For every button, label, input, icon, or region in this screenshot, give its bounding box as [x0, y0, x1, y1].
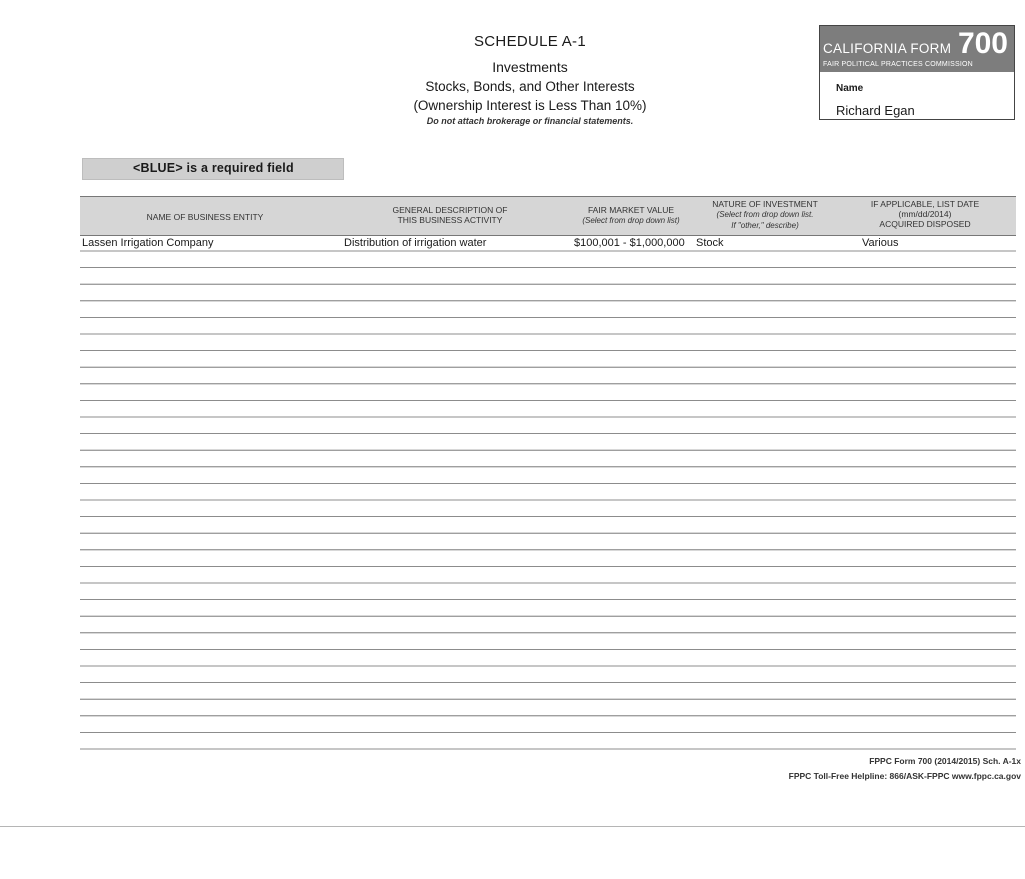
section-subtitle: Stocks, Bonds, and Other Interests — [425, 79, 635, 94]
col-header-date-line1: IF APPLICABLE, LIST DATE — [870, 199, 980, 209]
title-block — [380, 33, 680, 126]
col-header-fmv-line1: FAIR MARKET VALUE — [587, 205, 675, 215]
cell-description[interactable]: Distribution of irrigation water — [344, 237, 487, 249]
footer-helpline: FPPC Toll-Free Helpline: 866/ASK-FPPC www.fppc.ca.gov — [788, 771, 1021, 781]
cell-business-name[interactable]: Lassen Irrigation Company — [82, 237, 214, 249]
col-header-description — [380, 205, 520, 225]
ownership-note: (Ownership Interest is Less Than 10%) — [413, 98, 647, 113]
col-header-nature-line3: If "other," describe) — [731, 221, 799, 230]
table-ruled-lines — [80, 0, 1016, 879]
col-header-nature-line2: (Select from drop down list. — [716, 210, 814, 219]
col-header-fair-market-value — [566, 205, 696, 226]
col-header-date — [850, 199, 1000, 229]
col-header-date-line2: (mm/dd/2014) — [898, 209, 952, 219]
cell-fair-market-value[interactable]: $100,001 - $1,000,000 — [574, 237, 685, 249]
form-label: CALIFORNIA FORM — [823, 41, 952, 56]
col-header-name-text: NAME OF BUSINESS ENTITY — [146, 212, 264, 222]
col-header-name — [120, 212, 290, 222]
section-title: Investments — [492, 59, 568, 75]
col-header-fmv-line2: (Select from drop down list) — [582, 216, 680, 225]
attachment-note: Do not attach brokerage or financial statements. — [426, 116, 634, 126]
table-header — [80, 196, 1016, 236]
col-header-description-line2: THIS BUSINESS ACTIVITY — [397, 215, 503, 225]
form-header-band — [820, 26, 1014, 72]
required-field-note — [82, 158, 344, 180]
name-label: Name — [836, 83, 864, 94]
page-footer — [789, 754, 1021, 784]
required-field-text: <BLUE> is a required field — [133, 161, 294, 175]
col-header-description-line1: GENERAL DESCRIPTION OF — [392, 205, 508, 215]
col-header-date-line3: ACQUIRED DISPOSED — [879, 219, 971, 229]
name-field[interactable]: Richard Egan — [836, 103, 915, 118]
footer-form-id: FPPC Form 700 (2014/2015) Sch. A-1x — [869, 756, 1021, 766]
col-header-nature — [700, 199, 830, 231]
cell-date[interactable]: Various — [862, 237, 899, 249]
california-form-box — [819, 25, 1015, 120]
form-number: 700 — [957, 27, 1008, 60]
paper-edge — [0, 826, 1025, 827]
schedule-title: SCHEDULE A-1 — [474, 33, 586, 50]
commission-label: FAIR POLITICAL PRACTICES COMMISSION — [823, 61, 973, 68]
cell-nature[interactable]: Stock — [696, 237, 724, 249]
col-header-nature-line1: NATURE OF INVESTMENT — [712, 199, 818, 209]
table-row — [80, 235, 1016, 252]
